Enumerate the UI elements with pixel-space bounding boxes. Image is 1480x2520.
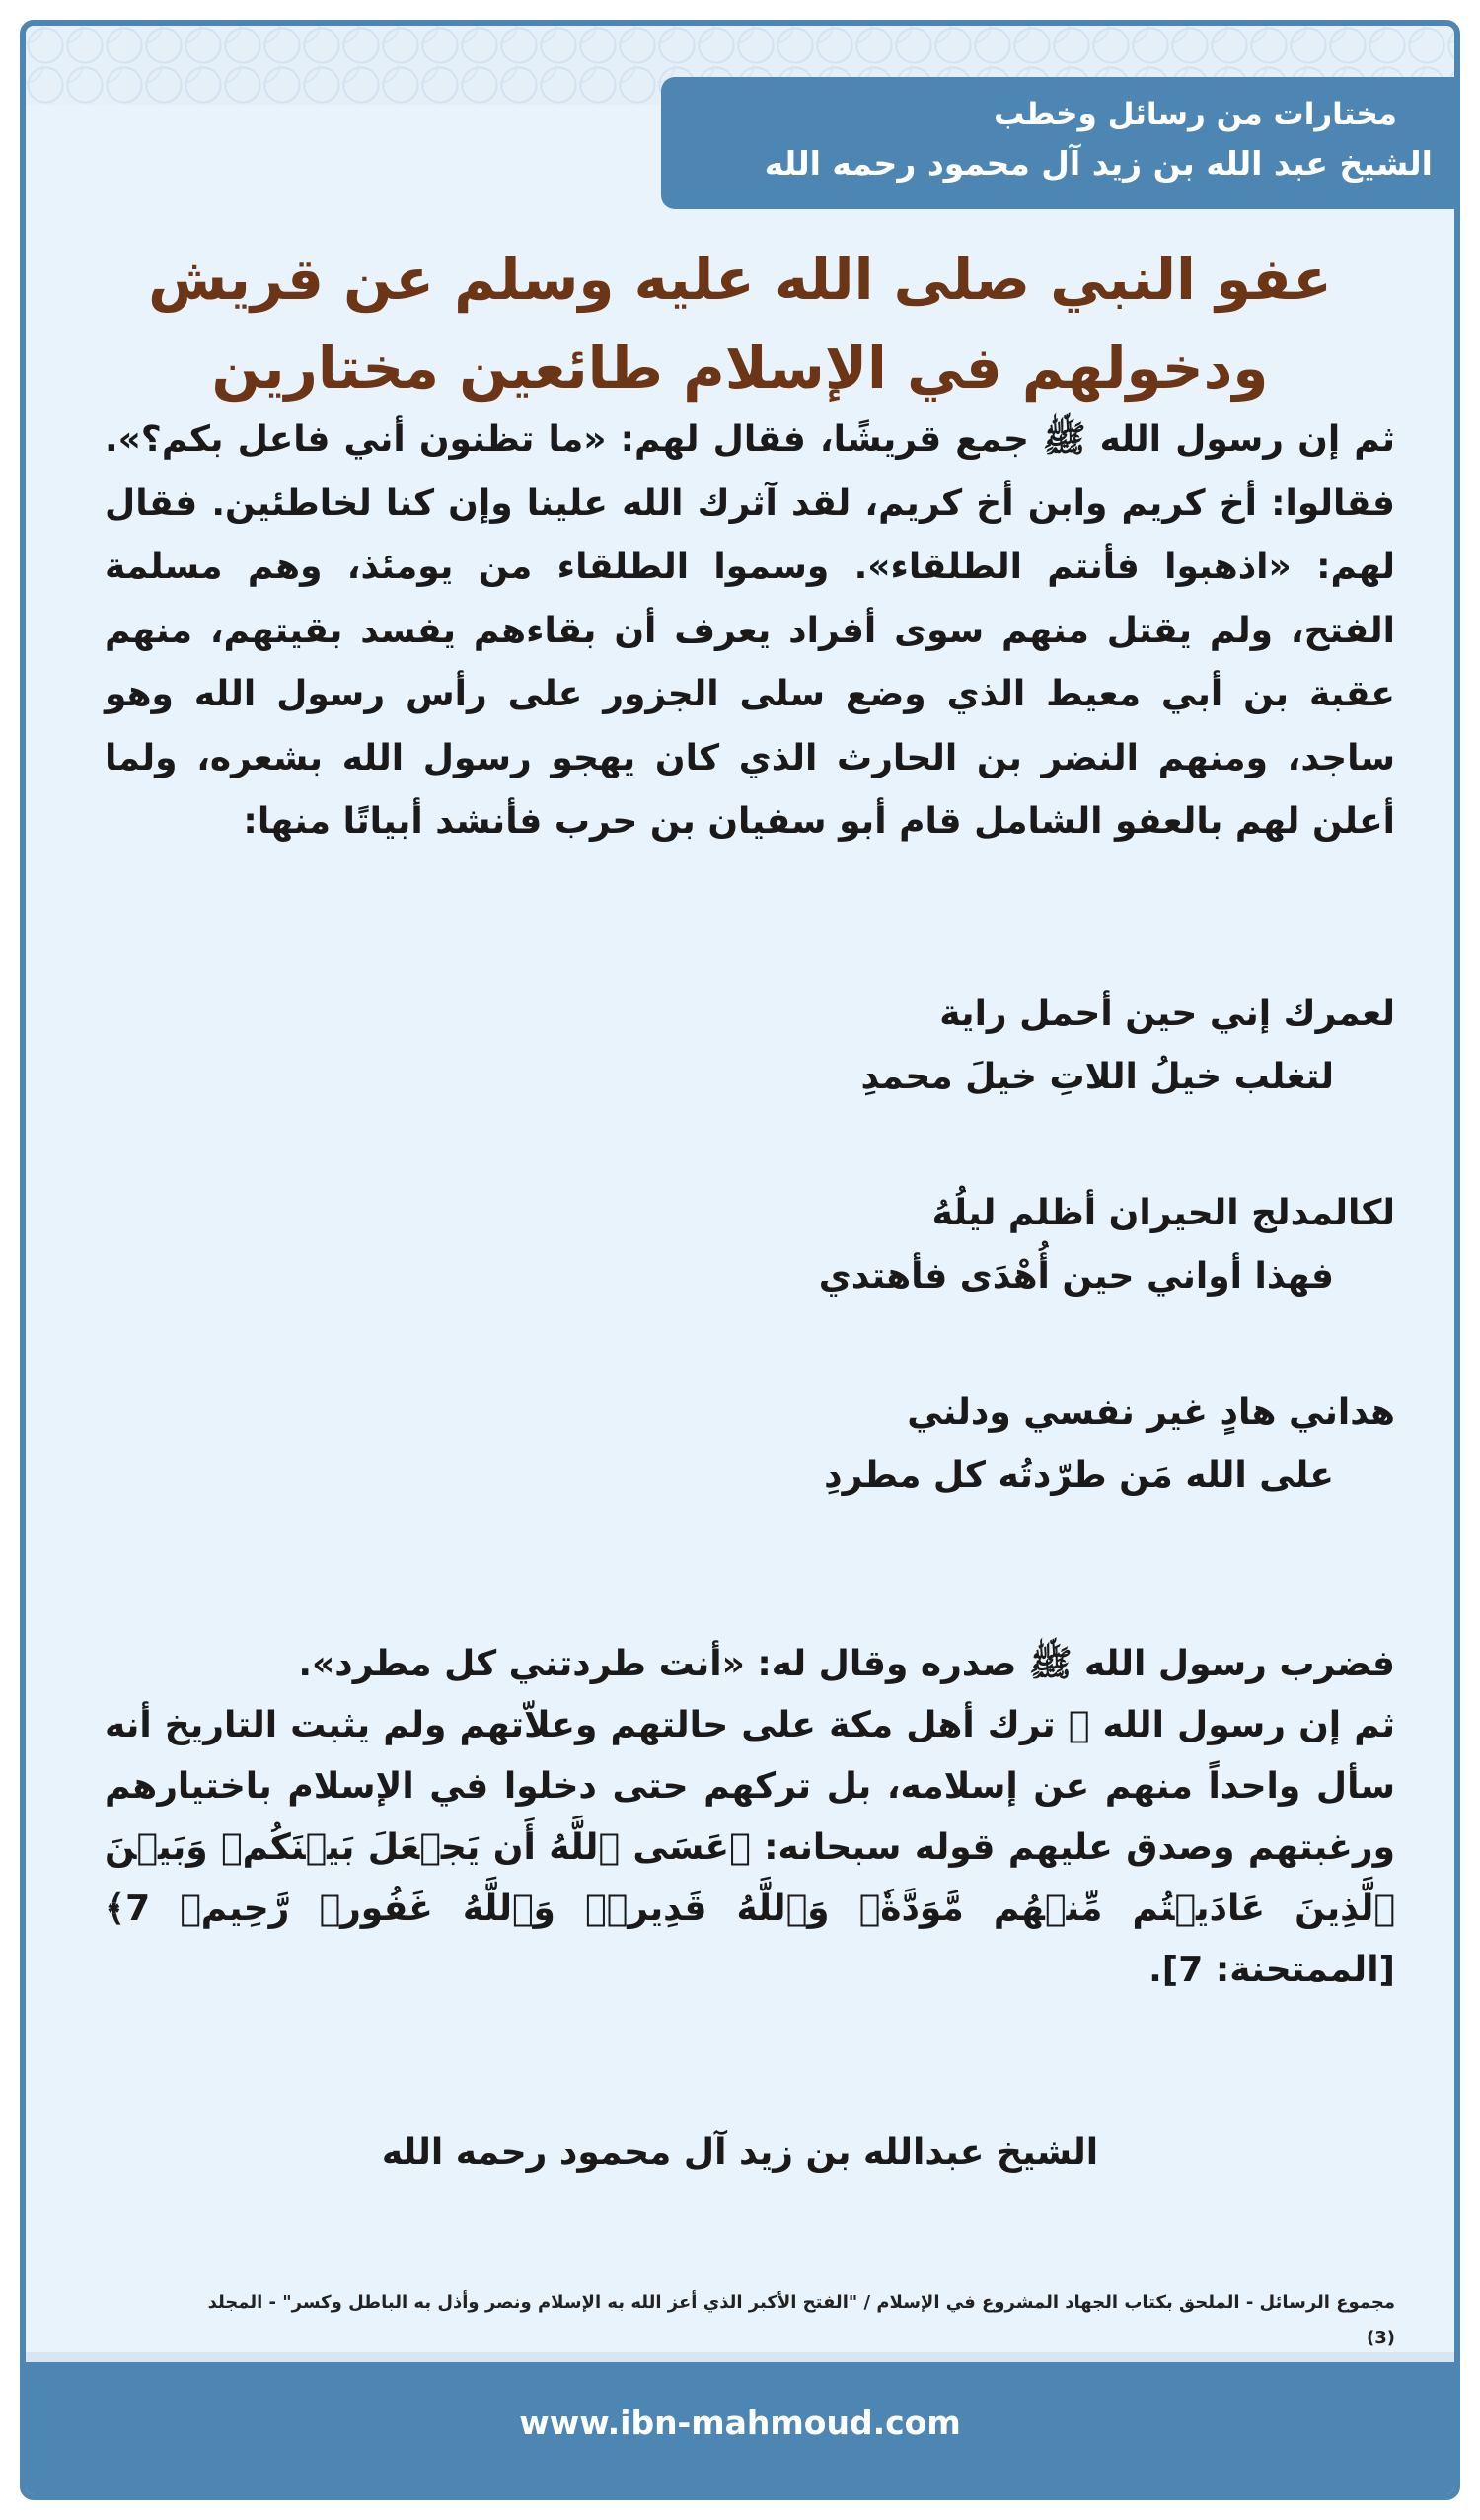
article-conclusion [105, 1634, 1395, 2001]
verse-second-hemistich: لتغلب خيلُ اللاتِ خيلَ محمدِ [860, 1057, 1334, 1097]
website-link[interactable]: www.ibn-mahmoud.com [519, 2404, 961, 2442]
article-title [85, 235, 1395, 412]
poem [105, 983, 1395, 1508]
footer-divider [26, 2352, 1454, 2362]
title-line-1: عفو النبي صلى الله عليه وسلم عن قريش [148, 246, 1332, 313]
article-body [105, 408, 1395, 854]
paragraph-2: فضرب رسول الله ﷺ صدره وقال له: «أنت طردتني كل مطرد». [298, 1644, 1395, 1684]
series-author: الشيخ عبد الله بن زيد آل محمود رحمه الله [764, 144, 1433, 183]
paragraph-3: ثم إن رسول الله ﷺ ترك أهل مكة على حالتهم وعلاّتهم ولم يثبت التاريخ أنه سأل واحداً منهم عن إسلامه، بل تركهم حتى دخلوا في الإسلام باختيارهم ورغبتهم وصدق عليهم قوله سبحانه: ﴿عَسَى ٱللَّهُ أَن يَجۡعَلَ بَيۡنَكُمۡ وَبَيۡنَ ٱلَّذِينَ عَادَيۡتُم مِّنۡهُم مَّوَدَّةٗۚ وَٱللَّهُ قَدِيرٞۚ وَٱللَّهُ غَفُورٞ رَّحِيمٞ 7﴾ [الممتحنة: 7]. [105, 1705, 1395, 1990]
author-signature: الشيخ عبدالله بن زيد آل محمود رحمه الله [381, 2132, 1099, 2173]
verse [105, 1182, 1395, 1308]
verse-second-hemistich: فهذا أواني حين أُهْدَى فأهتدي [818, 1256, 1334, 1297]
verse [105, 1381, 1395, 1508]
verse-second-hemistich: على الله مَن طرّدتُه كل مطردِ [824, 1455, 1334, 1496]
verse-first-hemistich: هداني هادٍ غير نفسي ودلني [907, 1392, 1395, 1433]
verse-first-hemistich: لعمرك إني حين أحمل راية [939, 994, 1395, 1034]
footer-bar [26, 2362, 1454, 2494]
verse-first-hemistich: لكالمدلج الحيران أظلم ليلُهُ [931, 1193, 1395, 1233]
article-card [20, 20, 1460, 2500]
verse [105, 983, 1395, 1109]
title-line-2: ودخولهم في الإسلام طائعين مختارين [211, 334, 1269, 402]
series-header [661, 77, 1460, 209]
series-subtitle: مختارات من رسائل وخطب [994, 97, 1397, 132]
paragraph-1: ثم إن رسول الله ﷺ جمع قريشًا، فقال لهم: «ما تظنون أني فاعل بكم؟». فقالوا: أخ كريم وابن أخ كريم، لقد آثرك الله علينا وإن كنا لخاطئين. فقال لهم: «اذهبوا فأنتم الطلقاء». وسموا الطلقاء من يومئذ، وهم مسلمة الفتح، ولم يقتل منهم سوى أفراد يعرف أن بقاءهم يفسد بقيتهم، منهم عقبة بن أبي معيط الذي وضع سلى الجزور على رأس رسول الله وهو ساجد، ومنهم النضر بن الحارث الذي كان يهجو رسول الله بشعره، ولما أعلن لهم بالعفو الشامل قام أبو سفيان بن حرب فأنشد أبياتًا منها: [105, 419, 1395, 842]
source-citation: مجموع الرسائل - الملحق بكتاب الجهاد المشروع في الإسلام / "الفتح الأكبر الذي أعز الله به الإسلام ونصر وأذل به الباطل وكسر" - المجلد (3) [207, 2292, 1395, 2348]
